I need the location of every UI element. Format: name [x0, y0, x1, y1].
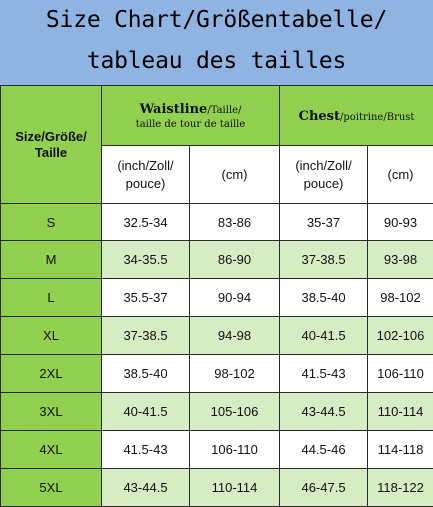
waist-inch-cell: 37-38.5 [102, 317, 190, 355]
waist-inch-cell: 35.5-37 [102, 279, 190, 317]
size-cell: S [1, 204, 102, 241]
chest-inch-cell: 43-44.5 [280, 393, 368, 431]
chest-inch-unit: (inch/Zoll/ pouce) [280, 146, 368, 204]
waist-inch-cell: 41.5-43 [102, 431, 190, 469]
waistline-header-line2: taille de tour de taille [102, 119, 279, 130]
title-line-2: tableau des tailles [0, 48, 433, 74]
waistline-header [102, 86, 280, 146]
waist-inch-cell: 40-41.5 [102, 393, 190, 431]
waist-inch-cell: 34-35.5 [102, 241, 190, 279]
size-row [1, 241, 433, 279]
size-row [1, 279, 433, 317]
waist-cm-cell: 90-94 [190, 279, 280, 317]
size-cell: 4XL [1, 431, 102, 469]
chest-cm-cell: 106-110 [368, 355, 433, 393]
chest-cm-cell: 90-93 [368, 204, 433, 241]
waist-cm-cell: 98-102 [190, 355, 280, 393]
size-row [1, 355, 433, 393]
waist-inch-cell: 32.5-34 [102, 204, 190, 241]
waist-inch-cell: 38.5-40 [102, 355, 190, 393]
waistline-header-main: Waistline [140, 102, 208, 117]
size-row [1, 431, 433, 469]
waist-cm-cell: 83-86 [190, 204, 280, 241]
size-cell: XL [1, 317, 102, 355]
size-cell: 2XL [1, 355, 102, 393]
chest-header-sub: /poitrine/Brust [340, 112, 414, 123]
chest-inch-cell: 41.5-43 [280, 355, 368, 393]
chest-inch-cell: 37-38.5 [280, 241, 368, 279]
chest-inch-cell: 44.5-46 [280, 431, 368, 469]
chest-inch-cell: 35-37 [280, 204, 368, 241]
size-cell: M [1, 241, 102, 279]
chest-cm-cell: 98-102 [368, 279, 433, 317]
size-row [1, 393, 433, 431]
chest-inch-cell: 46-47.5 [280, 469, 368, 507]
size-row [1, 317, 433, 355]
chest-header [280, 86, 433, 146]
size-table-body [1, 86, 433, 507]
size-row [1, 469, 433, 507]
waistline-header-sub: /Taille/ [207, 105, 241, 116]
category-header-row [1, 86, 433, 146]
size-row [1, 204, 433, 241]
chest-cm-cell: 118-122 [368, 469, 433, 507]
waist-cm-unit: (cm) [190, 146, 280, 204]
chest-cm-unit: (cm) [368, 146, 433, 204]
chest-cm-cell: 114-118 [368, 431, 433, 469]
waist-inch-cell: 43-44.5 [102, 469, 190, 507]
waist-inch-unit: (inch/Zoll/ pouce) [102, 146, 190, 204]
size-cell: 3XL [1, 393, 102, 431]
waist-cm-cell: 105-106 [190, 393, 280, 431]
waist-cm-cell: 106-110 [190, 431, 280, 469]
chest-cm-cell: 110-114 [368, 393, 433, 431]
chest-header-main: Chest [299, 109, 340, 124]
title-line-1: Size Chart/Größentabelle/ [0, 7, 433, 33]
waist-cm-cell: 110-114 [190, 469, 280, 507]
chest-inch-cell: 38.5-40 [280, 279, 368, 317]
chest-cm-cell: 102-106 [368, 317, 433, 355]
size-cell: L [1, 279, 102, 317]
size-cell: 5XL [1, 469, 102, 507]
waist-cm-cell: 94-98 [190, 317, 280, 355]
size-table [0, 85, 433, 507]
size-column-header: Size/Größe/ Taille [1, 86, 102, 204]
chest-cm-cell: 93-98 [368, 241, 433, 279]
waist-cm-cell: 86-90 [190, 241, 280, 279]
title-banner [0, 0, 433, 85]
chest-inch-cell: 40-41.5 [280, 317, 368, 355]
